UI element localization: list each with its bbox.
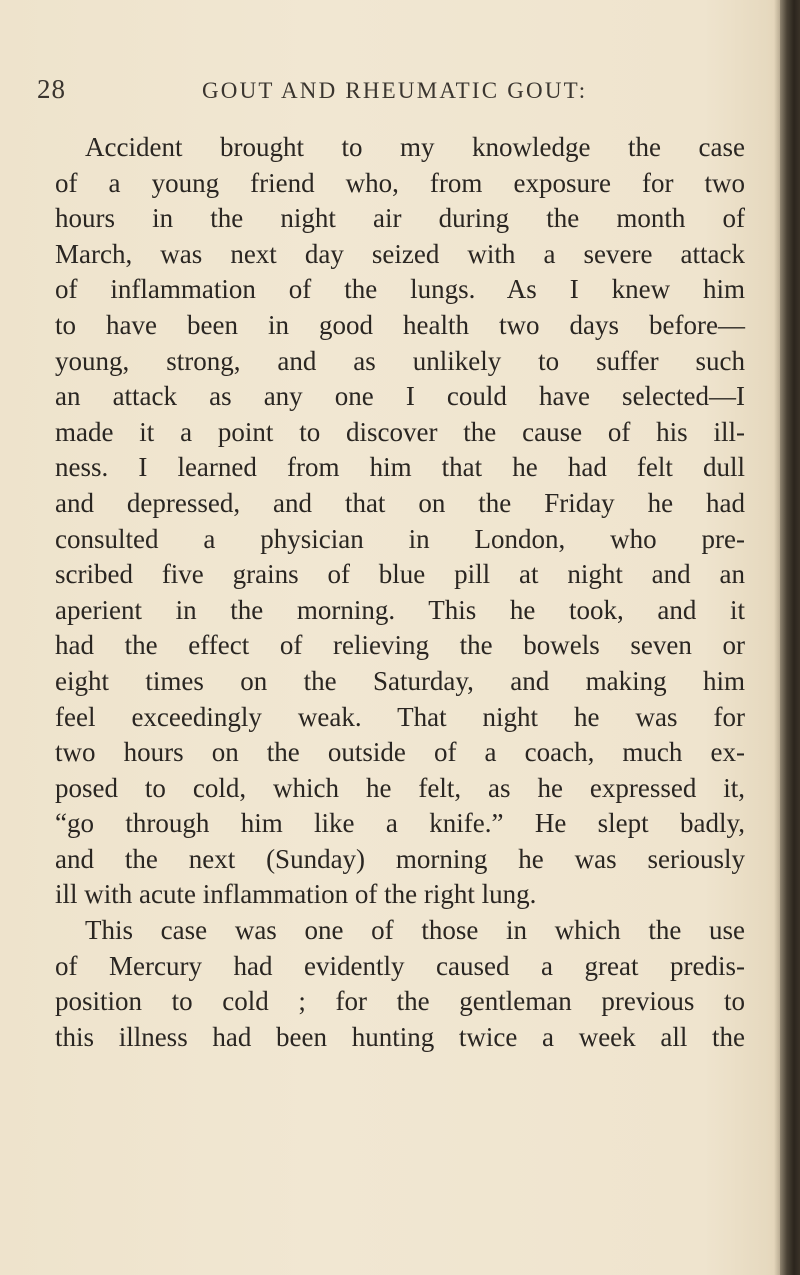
body-text xyxy=(55,130,745,1055)
text-line: ill with acute inflammation of the right lung. xyxy=(55,879,537,910)
text-line: “go through him like a knife.” He slept badly, xyxy=(55,808,745,839)
text-line: and the next (Sunday) morning he was seriously xyxy=(55,843,745,874)
text-line: March, was next day seized with a severe attack xyxy=(55,238,745,269)
text-line: of inflammation of the lungs. As I knew him xyxy=(55,274,745,305)
text-line: this illness had been hunting twice a week all the xyxy=(55,1021,745,1052)
page-number: 28 xyxy=(37,74,66,104)
text-line: Accident brought to my knowledge the case xyxy=(85,132,745,162)
text-line: made it a point to discover the cause of his ill- xyxy=(55,416,745,447)
text-line: posed to cold, which he felt, as he expressed it, xyxy=(55,772,745,803)
text-line: young, strong, and as unlikely to suffer such xyxy=(55,345,745,376)
text-line: an attack as any one I could have selected—I xyxy=(55,381,745,412)
text-line: This case was one of those in which the use xyxy=(85,915,745,946)
text-line: position to cold ; for the gentleman previous to xyxy=(55,986,745,1017)
book-spine xyxy=(780,0,800,1275)
text-line: had the effect of relieving the bowels seven or xyxy=(55,630,745,661)
text-line: to have been in good health two days before— xyxy=(55,309,745,340)
text-line: hours in the night air during the month of xyxy=(55,203,745,234)
text-line: eight times on the Saturday, and making him xyxy=(55,665,745,696)
text-line: aperient in the morning. This he took, and it xyxy=(55,594,745,625)
text-line: of a young friend who, from exposure for two xyxy=(55,167,745,198)
text-line: and depressed, and that on the Friday he had xyxy=(55,487,745,518)
text-line: scribed five grains of blue pill at night and an xyxy=(55,559,745,590)
text-line: of Mercury had evidently caused a great predis- xyxy=(55,950,745,981)
text-line: ness. I learned from him that he had felt dull xyxy=(55,452,745,483)
running-head: GOUT AND RHEUMATIC GOUT: xyxy=(202,78,588,103)
text-line: two hours on the outside of a coach, much ex- xyxy=(55,737,745,768)
text-line: feel exceedingly weak. That night he was for xyxy=(55,701,745,732)
text-line: consulted a physician in London, who pre- xyxy=(55,523,745,554)
